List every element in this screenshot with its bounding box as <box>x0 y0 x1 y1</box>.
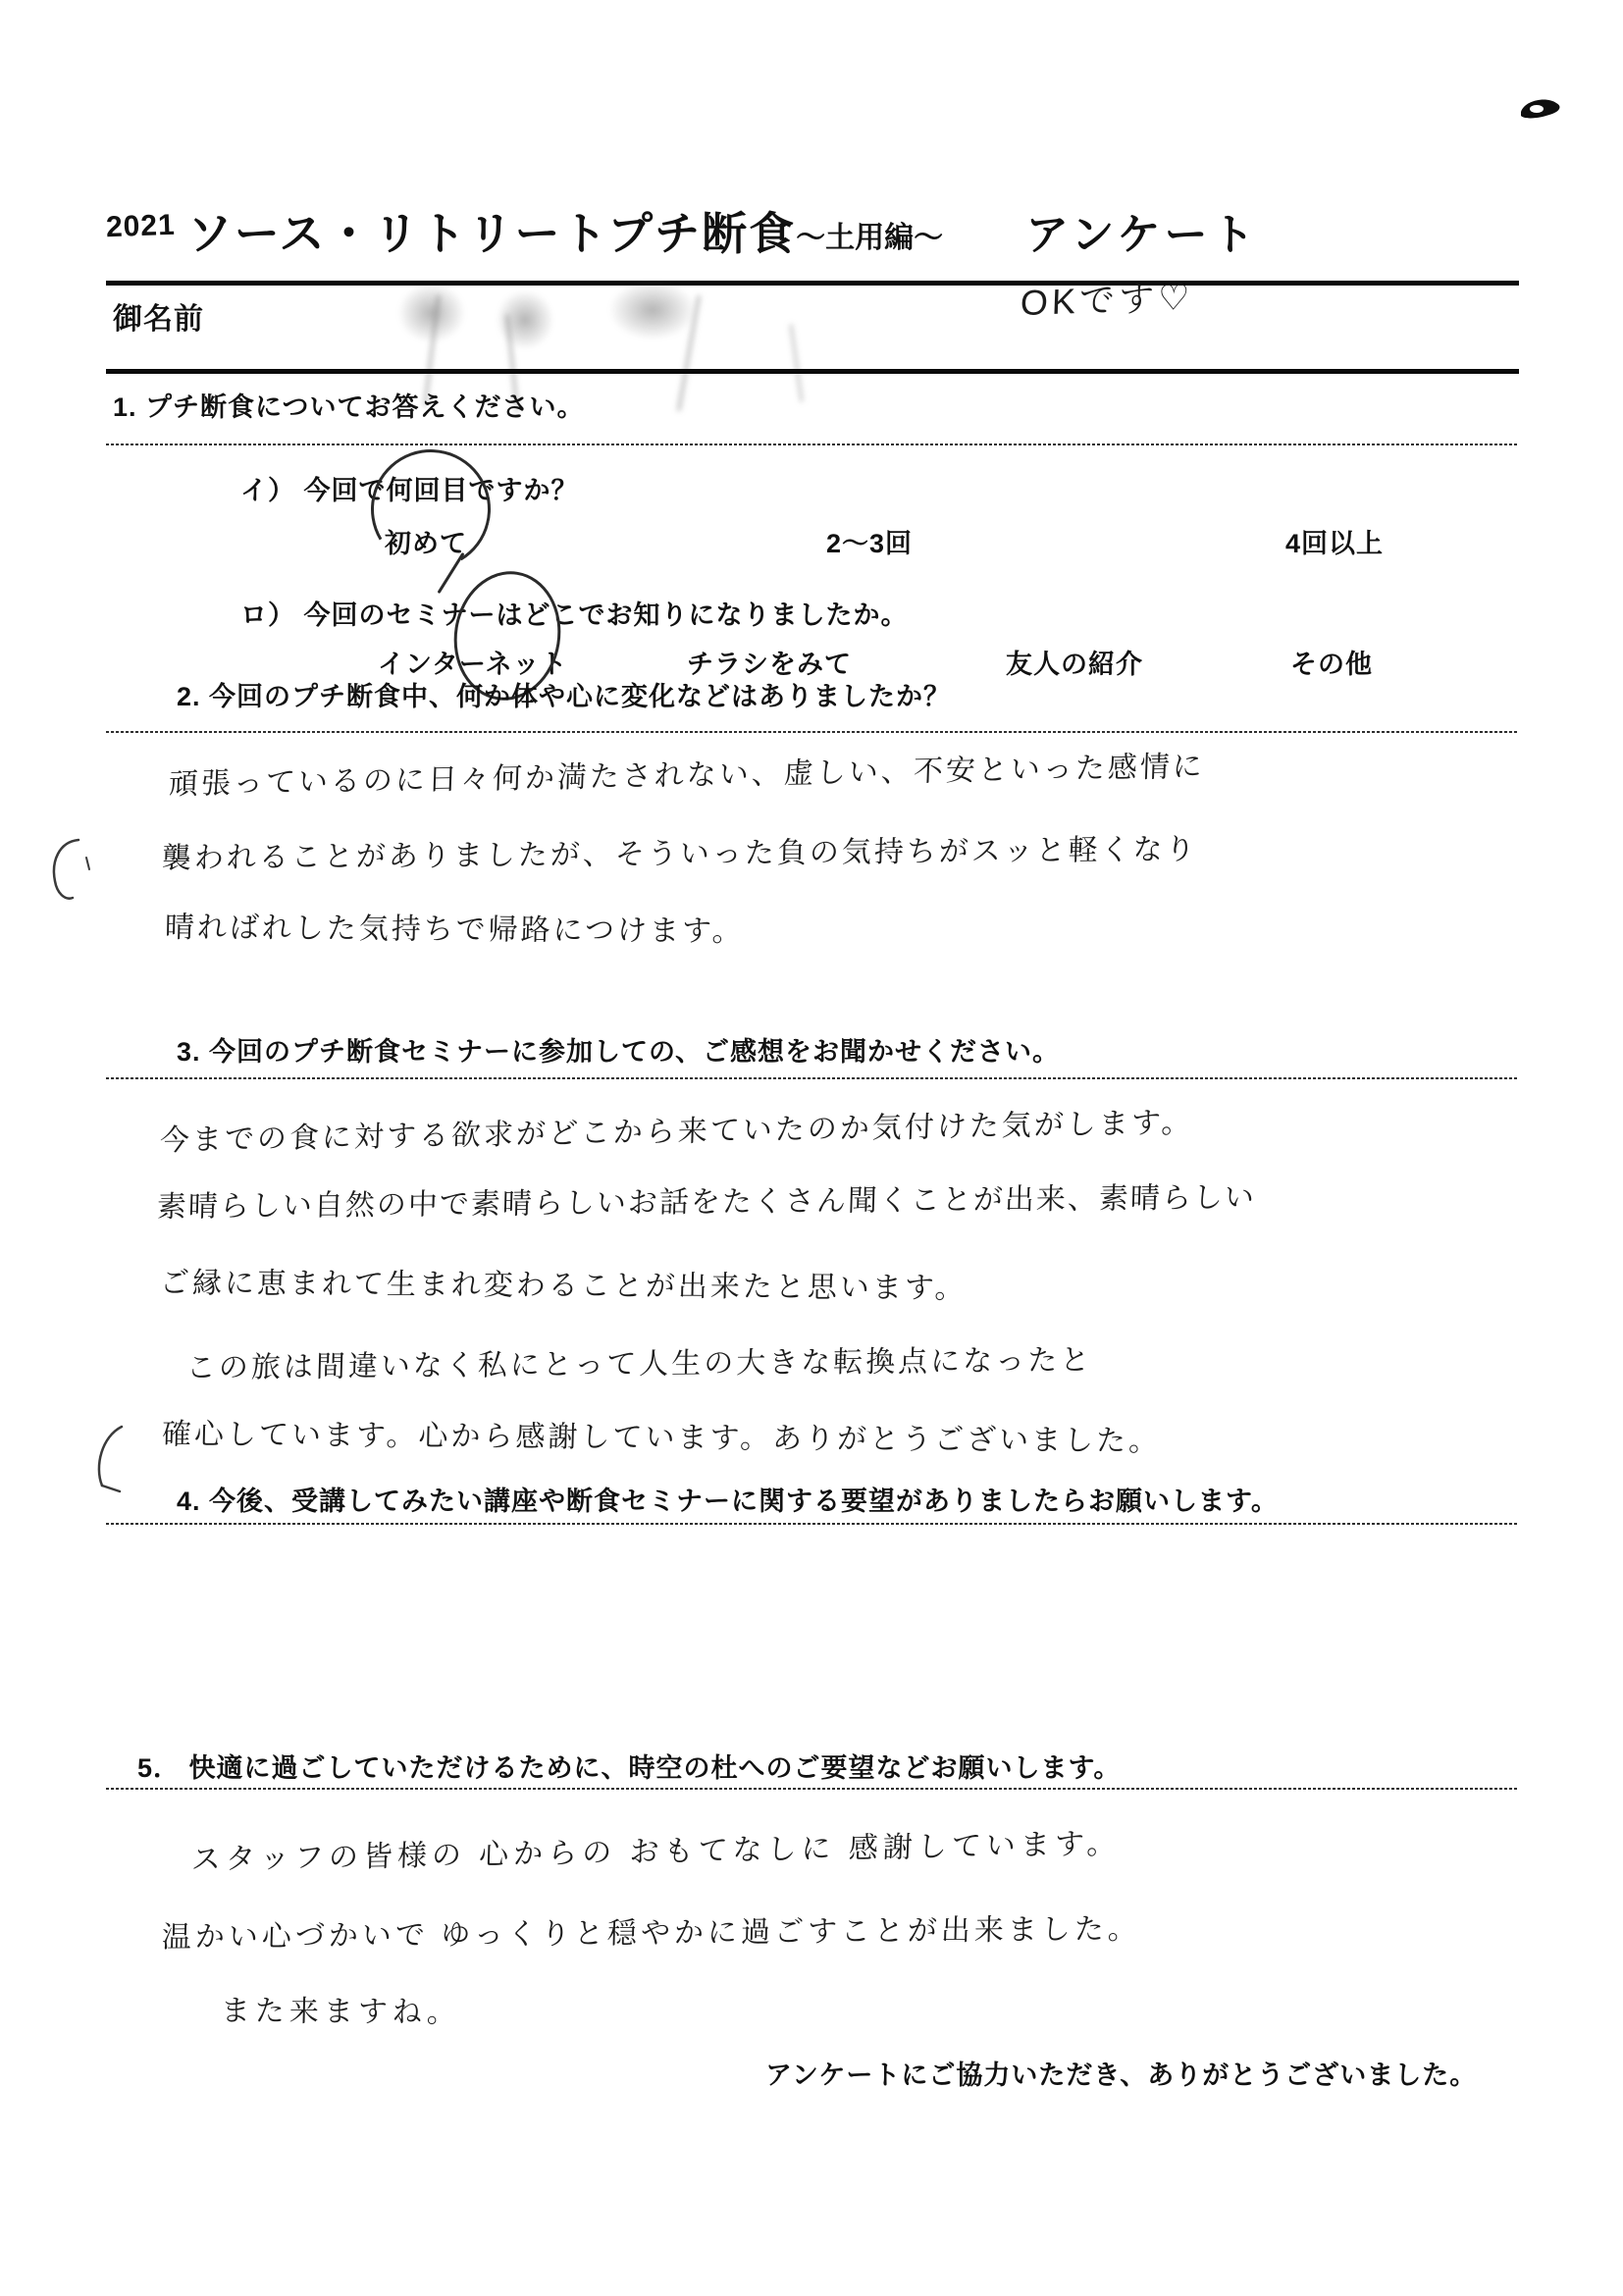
question-1-label: 1. プチ断食についてお答えください。 <box>113 392 585 422</box>
hand-circle-first-time <box>358 437 503 582</box>
option-4-plus-times: 4回以上 <box>1285 529 1385 558</box>
q2-answer-line: 襲われることがありましたが、そういった負の気持ちがスッと軽くなり <box>161 833 1199 875</box>
name-label: 御名前 <box>113 303 204 336</box>
question-1b-label: ロ） 今回のセミナーはどこでお知りになりましたか。 <box>240 600 909 630</box>
q3-answer-line: 素晴らしい自然の中で素晴らしいお話をたくさん聞くことが出来、素晴らしい <box>156 1181 1257 1224</box>
question-1a-label: イ） 今回で何回目ですか？ <box>240 476 579 505</box>
name-underline <box>106 369 1519 374</box>
option-internet: インターネット <box>378 650 568 679</box>
divider-dotted <box>106 1523 1519 1525</box>
handwritten-ok-note: OKです♡ <box>1020 276 1194 324</box>
q3-answer-line: この旅は間違いなく私にとって人生の大きな転換点になったと <box>185 1343 1093 1385</box>
form-title-sub: ～土用編～ <box>796 222 944 254</box>
option-flyer: チラシをみて <box>687 650 852 679</box>
question-5-label: 5． 快適に過ごしていただけるために、時空の杜へのご要望などお願いします。 <box>137 1753 1122 1783</box>
divider-dotted <box>106 731 1519 733</box>
question-2-label: 2. 今回のプチ断食中、何か体や心に変化などはありましたか？ <box>177 682 952 711</box>
form-title-suffix: アンケート <box>1025 211 1259 259</box>
title-underline <box>106 281 1519 286</box>
q5-answer-line: スタッフの皆様の 心からの おもてなしに 感謝しています。 <box>190 1827 1122 1877</box>
form-title-main: ソース・リトリートプチ断食 <box>186 208 797 259</box>
pen-mark-icon <box>1511 90 1570 130</box>
q3-answer-line: 今までの食に対する欲求がどこから来ていたのか気付けた気がします。 <box>159 1106 1194 1158</box>
form-title <box>106 198 1258 263</box>
form-year: 2021 <box>105 208 177 244</box>
option-first-time: 初めて <box>385 529 467 558</box>
q5-answer-line: 温かい心づかいで ゆっくりと穏やかに過ごすことが出来ました。 <box>161 1912 1142 1955</box>
divider-dotted <box>106 444 1519 445</box>
question-4-label: 4. 今後、受講してみたい講座や断食セミナーに関する要望がありましたらお願いします。 <box>177 1487 1279 1516</box>
option-2-3-times: 2～3回 <box>826 529 914 558</box>
divider-dotted <box>106 1077 1519 1079</box>
q3-answer-line: 確心しています。心から感謝しています。ありがとうございました。 <box>161 1418 1162 1458</box>
margin-pen-mark <box>45 832 94 911</box>
q2-answer-line: 頑張っているのに日々何か満たされない、虚しい、不安といった感情に <box>168 750 1206 802</box>
question-3-label: 3. 今回のプチ断食セミナーに参加しての、ご感想をお聞かせください。 <box>177 1037 1060 1067</box>
q3-answer-line: ご縁に恵まれて生まれ変わることが出来たと思います。 <box>159 1267 968 1305</box>
option-other: その他 <box>1290 650 1373 679</box>
divider-dotted <box>106 1788 1519 1790</box>
q5-answer-line: また来ますね。 <box>220 1995 462 2029</box>
option-friend-referral: 友人の紹介 <box>1006 650 1143 679</box>
margin-pen-mark <box>90 1421 144 1509</box>
q2-answer-line: 晴ればれした気持ちで帰路につけます。 <box>164 911 746 949</box>
footer-thanks: アンケートにご協力いただき、ありがとうございました。 <box>765 2061 1478 2090</box>
